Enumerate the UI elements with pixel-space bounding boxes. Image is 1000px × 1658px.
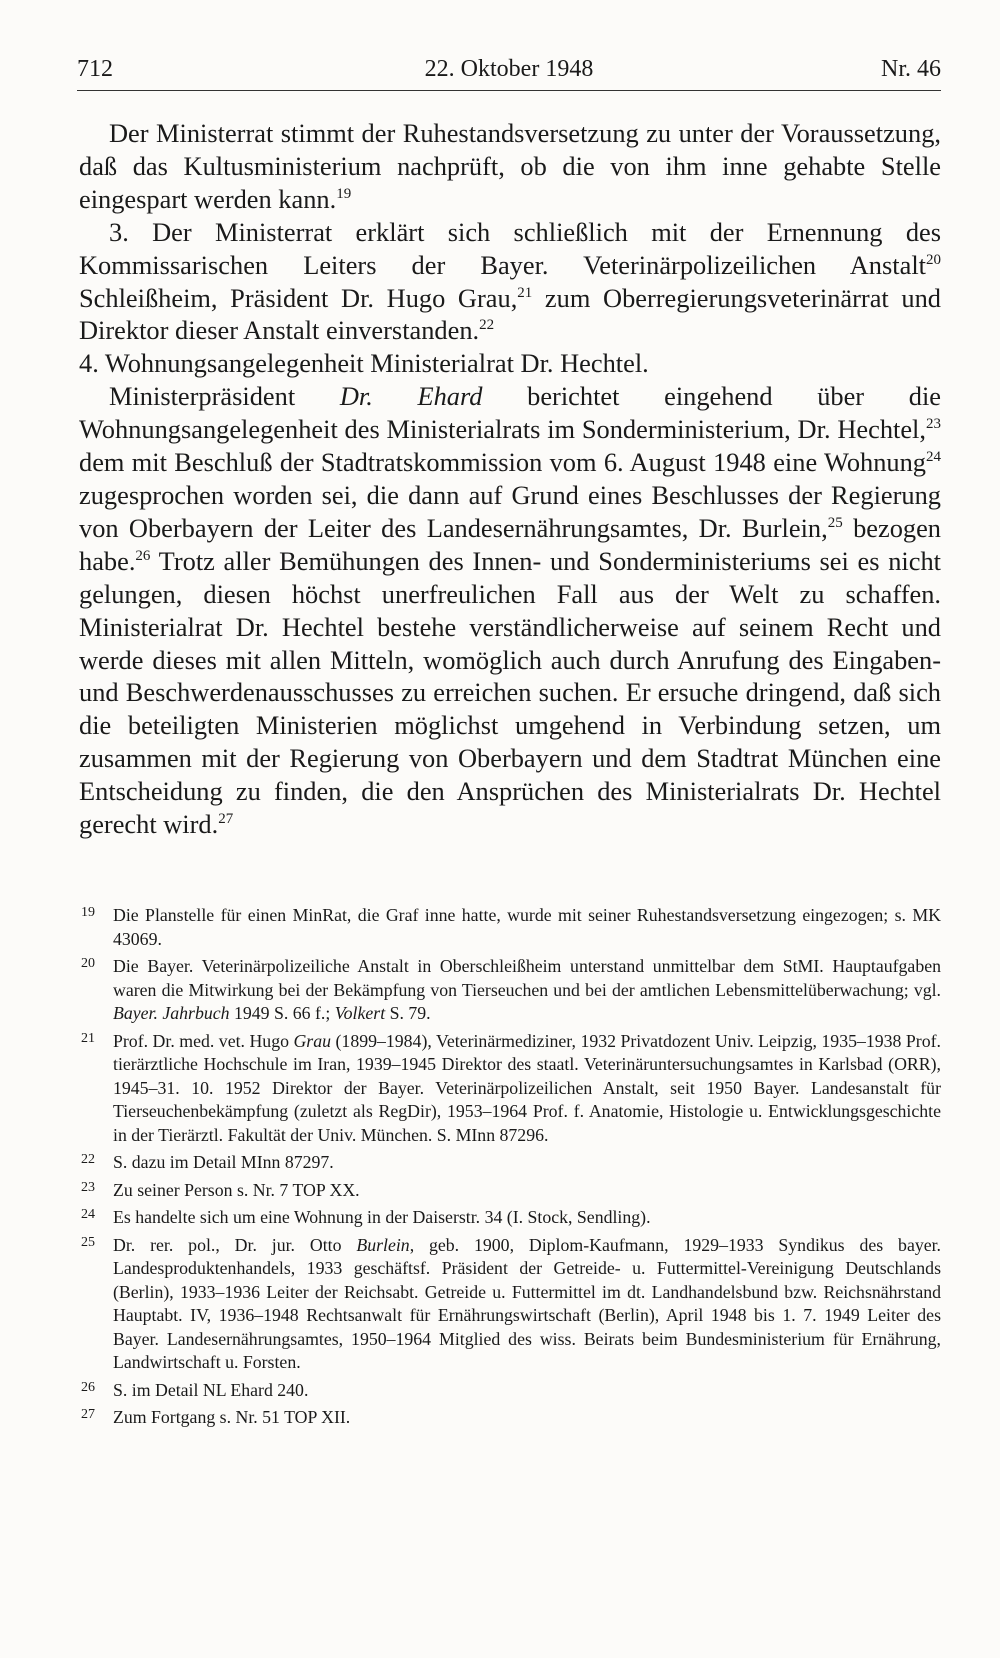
footnote-number: 22 <box>81 1152 95 1167</box>
footnotes <box>79 904 941 1434</box>
footnote-number: 19 <box>81 905 95 920</box>
main-text <box>79 117 941 841</box>
paragraph-1: Der Ministerrat stimmt der Ruhestandsversetzung zu unter der Voraussetzung, daß das Kultusministerium nachprüft, ob die von ihm inne gehabte Stelle eingespart werden kann.$^{19}$ <box>79 118 941 214</box>
footnote-ref-19[interactable]: 19 <box>336 185 352 202</box>
footnote-ref-24[interactable]: 24 <box>926 449 941 466</box>
page-header <box>77 52 941 91</box>
footnote-number: 21 <box>81 1030 95 1046</box>
footnote-number: 24 <box>81 1207 95 1222</box>
footnote-22: 22 S. dazu im Detail MInn 87297. <box>81 1152 334 1172</box>
footnote-ref-21[interactable]: 21 <box>517 284 533 301</box>
footnote-20: 20 Die Bayer. Veterinärpolizeiliche Anstalt in Oberschleißheim unterstand unmittelbar dem StMI. Hauptaufgaben waren die Mitwirkung bei der Bekämpfung von Tierseuchen und bei der amtlichen Lebensmittelüberwachung; vgl. Bayer. Jahrbuch 1949 S. 66 f.; Volkert S. 79. <box>81 956 941 1023</box>
person-name-ehard: Dr. Ehard <box>339 381 483 412</box>
footnote-number: 27 <box>81 1407 95 1422</box>
footnote-ref-23[interactable]: 23 <box>926 416 941 433</box>
page-number: 712 <box>77 56 113 82</box>
footnote-23: 23 Zu seiner Person s. Nr. 7 TOP XX. <box>81 1179 360 1200</box>
issue-number: Nr. 46 <box>881 56 941 82</box>
footnote-21: 21 Prof. Dr. med. vet. Hugo Grau (1899–1984), Veterinärmediziner, 1932 Privatdozent Univ. Leipzig, 1935–1938 Prof. tierärztliche Hochschule im Iran, 1939–1945 Direktor des staatl. Veterinäruntersuchungsamtes in Karlsbad (ORR), 1945–31. 10. 1952 Direktor der Bayer. Veterinärpolizeilichen Anstalt, seit 1950 Bayer. Landesanstalt für Tierseuchenbekämpfung (zuletzt als RegDir), 1953–1964 Prof. f. Anatomie, Histologie u. Entwicklungsgeschichte in der Tierärztl. Fakultät der Univ. München. S. MInn 87296. <box>81 1030 941 1145</box>
footnote-26: 26 S. im Detail NL Ehard 240. <box>81 1379 309 1400</box>
paragraph-4: Ministerpräsident Dr. Ehard berichtet eingehend über die Wohnungsangelegenheit des Ministerialrats im Sonderministerium, Dr. Hechtel,$^{23}$ dem mit Beschluß der Stadtratskommission vom 6. August 1948 eine Wohnung$^{24}$ zugesprochen worden sei, die dann auf Grund eines Beschlusses der Regierung von Oberbayern der Leiter des Landesernährungsamtes, Dr. Burlein,$^{25}$ bezogen habe.$^{26}$ Trotz aller Bemühungen des Innen- und Sonderministeriums sei es nicht gelungen, diesen höchst unerfreulichen Fall aus der Welt zu schaffen. Ministerialrat Dr. Hechtel bestehe verständlicherweise auf seinem Recht und werde dieses mit allen Mitteln, womöglich auch durch Anrufung des Eingaben- und Beschwerdenausschusses zu erreichen suchen. Er ersuche dringend, daß sich die beteiligten Ministerien möglichst umgehend in Verbindung setzen, um zusammen mit der Regierung von Oberbayern und dem Stadtrat München eine Entscheidung zu finden, die den Ansprüchen des Ministerialrats Dr. Hechtel gerecht wird.$^{27}$ <box>79 381 941 840</box>
paragraph-3-heading: 4. Wohnungsangelegenheit Ministerialrat Dr. Hechtel. <box>79 348 649 379</box>
footnote-ref-27[interactable]: 27 <box>218 811 234 828</box>
footnote-25: 25 Dr. rer. pol., Dr. jur. Otto Burlein, geb. 1900, Diplom-Kaufmann, 1929–1933 Syndikus des bayer. Landesproduktenhandels, 1933 geschäftsf. Präsident der Getreide- u. Futtermittel-Vereinigung Deutschlands (Berlin), 1933–1936 Leiter der Reichsabt. Getreide u. Futtermittel im dt. Landhandelsbund bzw. Reichsnährstand Hauptabt. IV, 1936–1948 Rechtsanwalt für Ernährungswirtschaft (Berlin), April 1948 bis 1. 7. 1949 Leiter des Bayer. Landesernährungsamtes, 1950–1964 Mitglied des wiss. Beirats beim Bundesministerium für Ernährung, Landwirtschaft u. Forsten. <box>81 1234 942 1372</box>
footnote-ref-22[interactable]: 22 <box>479 317 495 334</box>
header-date: 22. Oktober 1948 <box>424 56 594 82</box>
footnote-24: 24 Es handelte sich um eine Wohnung in der Daiserstr. 34 (I. Stock, Sendling). <box>81 1207 651 1227</box>
footnote-number: 20 <box>81 956 95 971</box>
paragraph-2: 3. Der Ministerrat erklärt sich schließlich mit der Ernennung des Kommissarischen Leiters der Bayer. Veterinärpolizeilichen Anstalt$^{20}$ Schleißheim, Präsident Dr. Hugo Grau,$^{21}$ zum Oberregierungsveterinärrat und Direktor dieser Anstalt einverstanden.$^{22}$ <box>79 216 941 346</box>
footnote-19: 19 Die Planstelle für einen MinRat, die Graf inne hatte, wurde mit seiner Ruhestandsversetzung eingezogen; s. MK 43069. <box>81 905 941 949</box>
footnote-number: 23 <box>81 1179 95 1195</box>
footnote-27: 27 Zum Fortgang s. Nr. 51 TOP XII. <box>81 1407 351 1427</box>
footnote-ref-26[interactable]: 26 <box>135 547 151 564</box>
footnote-ref-20[interactable]: 20 <box>926 251 941 268</box>
footnote-number: 26 <box>81 1379 95 1395</box>
footnote-number: 25 <box>81 1234 95 1250</box>
footnote-ref-25[interactable]: 25 <box>827 514 843 531</box>
